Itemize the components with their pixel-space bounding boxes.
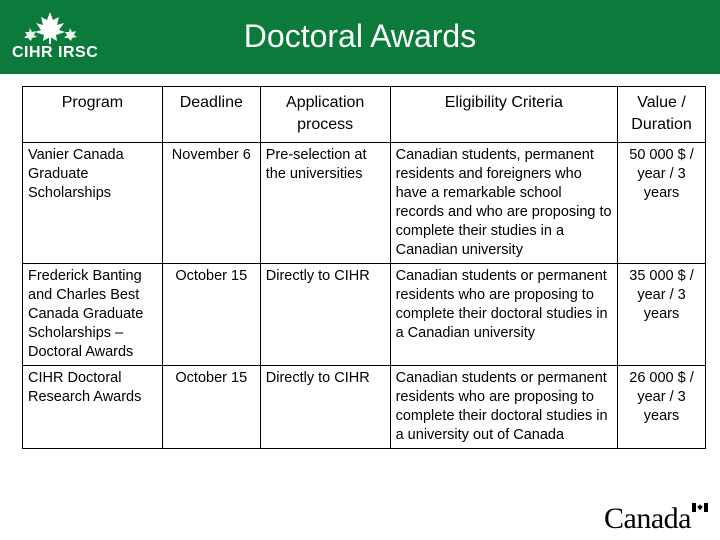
cell-eligibility: Canadian students or permanent residents who are proposing to complete their doctoral studies in a Canadian university	[390, 264, 617, 366]
table-row	[23, 143, 706, 264]
column-header-program: Program	[23, 87, 163, 143]
cell-program: Frederick Banting and Charles Best Canada Graduate Scholarships – Doctoral Awards	[23, 264, 163, 366]
cell-eligibility: Canadian students, permanent residents and foreigners who have a remarkable school records and who are proposing to complete their studies in a Canadian university	[390, 143, 617, 264]
logo-text: CIHR IRSC	[12, 44, 99, 61]
page-title: Doctoral Awards	[243, 18, 477, 54]
column-header-deadline: Deadline	[162, 87, 260, 143]
canada-flag-icon	[692, 503, 708, 512]
cell-deadline: November 6	[162, 143, 260, 264]
cell-process: Directly to CIHR	[260, 264, 390, 366]
cell-value: 26 000 $ / year / 3 years	[618, 366, 706, 449]
column-header-eligibility: Eligibility Criteria	[390, 87, 617, 143]
cell-value: 35 000 $ / year / 3 years	[618, 264, 706, 366]
cell-program: Vanier Canada Graduate Scholarships	[23, 143, 163, 264]
cell-program: CIHR Doctoral Research Awards	[23, 366, 163, 449]
table-row	[23, 366, 706, 449]
cell-eligibility: Canadian students or permanent residents who are proposing to complete their doctoral studies in a university out of Canada	[390, 366, 617, 449]
cell-process: Pre-selection at the universities	[260, 143, 390, 264]
canada-wordmark: Canada	[604, 502, 691, 535]
cell-process: Directly to CIHR	[260, 366, 390, 449]
column-header-value: Value / Duration	[618, 87, 706, 143]
header-band	[0, 0, 720, 74]
awards-table	[22, 86, 706, 449]
cell-deadline: October 15	[162, 264, 260, 366]
table-row	[23, 264, 706, 366]
column-header-process: Application process	[260, 87, 390, 143]
cell-deadline: October 15	[162, 366, 260, 449]
cell-value: 50 000 $ / year / 3 years	[618, 143, 706, 264]
table-header-row	[23, 87, 706, 143]
